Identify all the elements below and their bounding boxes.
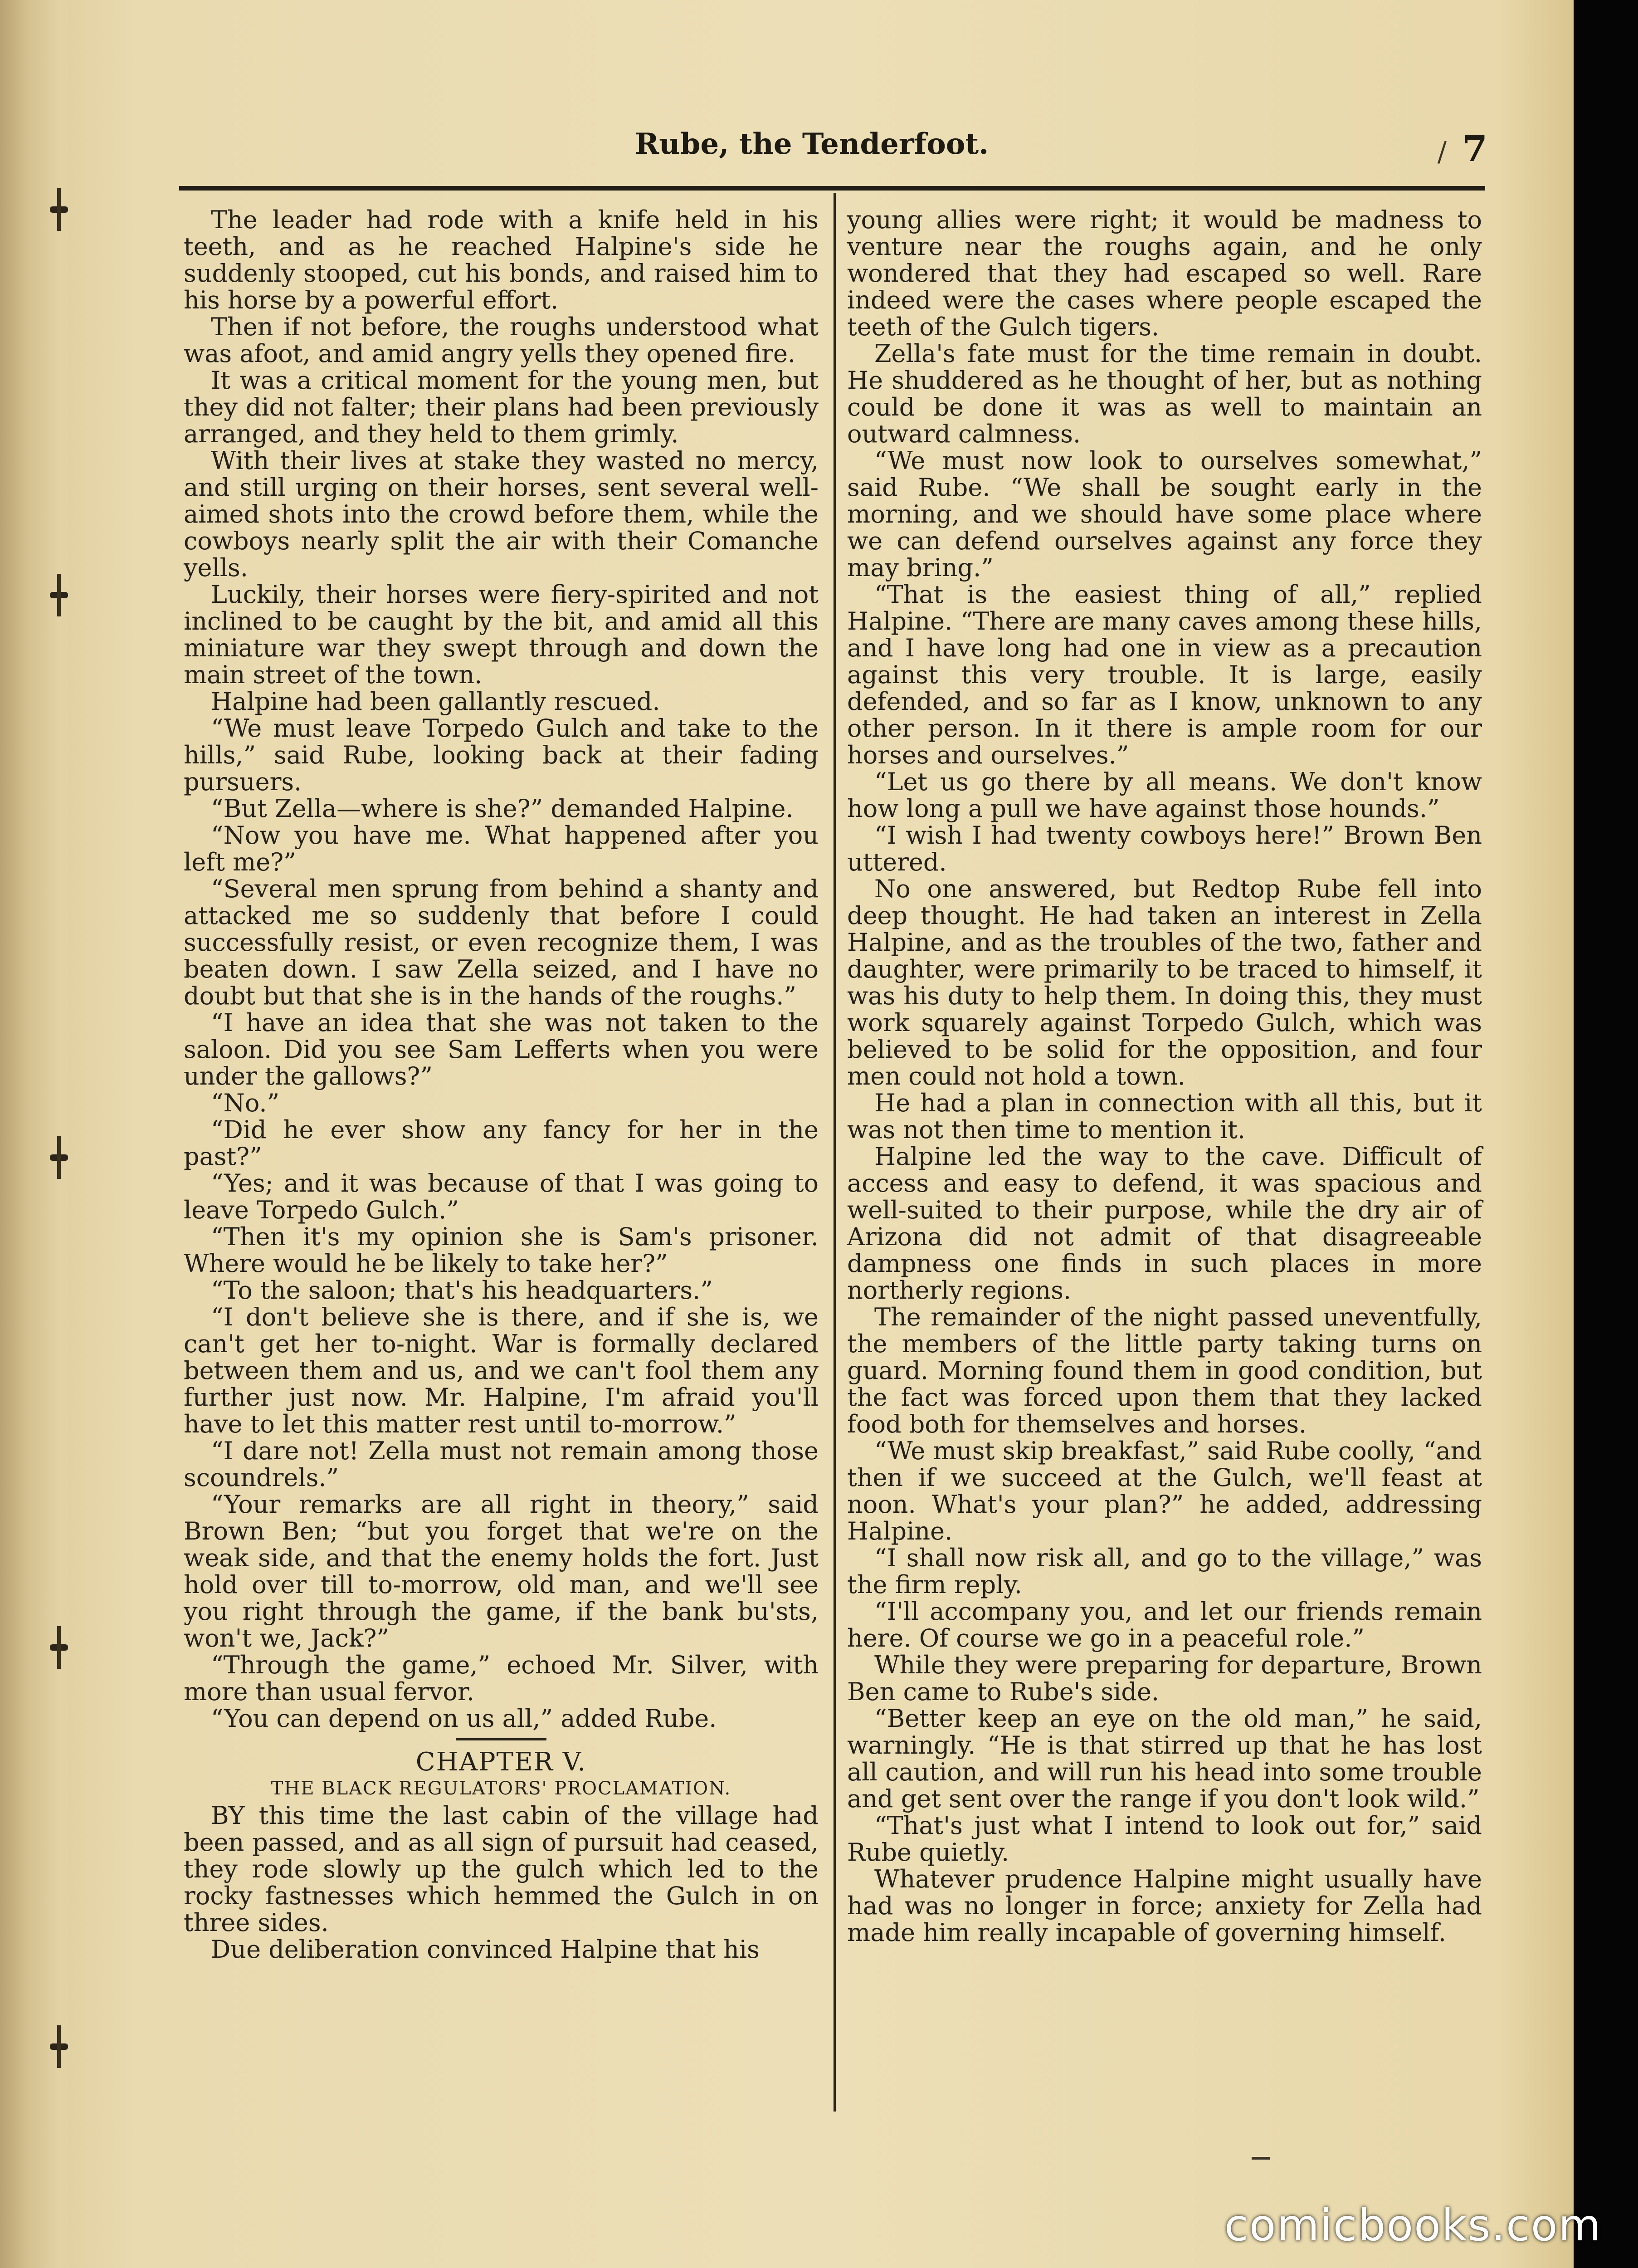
paragraph: “But Zella—where is she?” demanded Halpine. — [211, 794, 794, 823]
paragraph: “Better keep an eye on the old man,” he said, warningly. “He is that stirred up that he has lost all caution, and will run his head into some trouble and get sent over the range if you don't look wild.” — [847, 1704, 1482, 1813]
binding-stitch — [50, 206, 68, 213]
paragraph: “Your remarks are all right in theory,” said Brown Ben; “but you forget that we're on the weak side, and that the enemy holds the fort. Just hold over till to-morrow, old man, and we'll see you right through the game, if the bank bu'sts, won't we, Jack?” — [184, 1490, 819, 1652]
paragraph: “I dare not! Zella must not remain among those scoundrels.” — [184, 1437, 819, 1492]
paragraph: “I have an idea that she was not taken to the saloon. Did you see Sam Lefferts when you were under the gallows?” — [184, 1008, 819, 1090]
paragraph: “Through the game,” echoed Mr. Silver, with more than usual fervor. — [184, 1651, 819, 1706]
paragraph: While they were preparing for departure, Brown Ben came to Rube's side. — [847, 1651, 1482, 1706]
paragraph: The remainder of the night passed uneventfully, the members of the little party taking turns on guard. Morning found them in good condition, but the fact was forced upon them that they lacked food both for themselves and horses. — [847, 1303, 1482, 1438]
left-column — [184, 206, 819, 2125]
paragraph: No one answered, but Redtop Rube fell into deep thought. He had taken an interest in Zella Halpine, and as the troubles of the two, father and daughter, were primarily to be traced to himself, it was his duty to help them. In doing this, they must work squarely against Torpedo Gulch, which was believed to be solid for the opposition, and four men could not hold a town. — [847, 875, 1482, 1090]
binding-stitch — [50, 1644, 68, 1651]
binding-stitch — [50, 592, 68, 598]
paragraph: Zella's fate must for the time remain in doubt. He shuddered as he thought of her, but as nothing could be done it was as well to maintain an outward calmness. — [847, 339, 1482, 448]
scan-background-edge — [1574, 0, 1638, 2268]
header-rule — [179, 186, 1485, 191]
column-divider — [834, 193, 836, 2112]
site-watermark: comicbooks.com — [1224, 2200, 1602, 2251]
page-dash — [1252, 2157, 1270, 2160]
pencil-mark: / — [1437, 136, 1447, 168]
paragraph: With their lives at stake they wasted no mercy, and still urging on their horses, sent several well-aimed shots into the crowd before them, while the cowboys nearly split the air with their Comanche yells. — [184, 446, 819, 582]
running-header — [635, 127, 1497, 181]
paragraph: “I wish I had twenty cowboys here!” Brown Ben uttered. — [847, 821, 1482, 876]
paragraph: “We must now look to ourselves somewhat,” said Rube. “We shall be sought early in the morning, and we should have some place where we can defend ourselves against any force they may bring.” — [847, 446, 1482, 582]
paragraph: “Let us go there by all means. We don't know how long a pull we have against those hounds.” — [847, 767, 1482, 823]
paragraph: “That's just what I intend to look out for,” said Rube quietly. — [847, 1811, 1482, 1867]
running-title: Rube, the Tenderfoot. — [635, 127, 989, 161]
paragraph: He had a plan in connection with all this, but it was not then time to mention it. — [847, 1089, 1482, 1144]
paragraph: The leader had rode with a knife held in his teeth, and as he reached Halpine's side he suddenly stooped, cut his bonds, and raised him to his horse by a powerful effort. — [184, 205, 819, 314]
paragraph: Due deliberation convinced Halpine that his — [211, 1935, 760, 1964]
paragraph: “You can depend on us all,” added Rube. — [211, 1704, 717, 1733]
paragraph: “Now you have me. What happened after you left me?” — [184, 821, 819, 876]
paragraph: “I don't believe she is there, and if she is, we can't get her to-night. War is formally declared between them and us, and we can't fool them any further just now. Mr. Halpine, I'm afraid you'll have to let this matter rest until to-morrow.” — [184, 1303, 819, 1438]
paragraph: “That is the easiest thing of all,” replied Halpine. “There are many caves among these hills, and I have long had one in view as a precaution against this very trouble. It is large, easily defended, and so far as I know, unknown to any other person. In it there is ample room for our horses and ourselves.” — [847, 580, 1482, 769]
chapter-rule — [456, 1738, 546, 1740]
paragraph: It was a critical moment for the young men, but they did not falter; their plans had been previously arranged, and they held to them grimly. — [184, 366, 819, 448]
page-number: 7 — [1462, 127, 1487, 170]
paragraph: “Did he ever show any fancy for her in the past?” — [184, 1115, 819, 1171]
paragraph: Then if not before, the roughs understood what was afoot, and amid angry yells they opened fire. — [184, 313, 819, 368]
paragraph: “We must skip breakfast,” said Rube coolly, “and then if we succeed at the Gulch, we'll feast at noon. What's your plan?” he added, addressing Halpine. — [847, 1437, 1482, 1545]
paragraph: “Yes; and it was because of that I was going to leave Torpedo Gulch.” — [184, 1169, 819, 1224]
paragraph: Luckily, their horses were fiery-spirited and not inclined to be caught by the bit, and amid all this miniature war they swept through and down the main street of the town. — [184, 580, 819, 689]
paragraph: “We must leave Torpedo Gulch and take to the hills,” said Rube, looking back at their fading pursuers. — [184, 714, 819, 796]
paragraph: “Several men sprung from behind a shanty and attacked me so suddenly that before I could successfully resist, or even recognize them, I was beaten down. I saw Zella seized, and I have no doubt but that she is in the hands of the roughs.” — [184, 875, 819, 1010]
paragraph: BY this time the last cabin of the village had been passed, and as all sign of pursuit had ceased, they rode slowly up the gulch which led to the rocky fastnesses which hemmed the Gulch in on three sides. — [184, 1801, 819, 1937]
binding-stitch — [50, 2043, 68, 2050]
paragraph: “No.” — [211, 1089, 280, 1117]
paragraph: “To the saloon; that's his headquarters.” — [211, 1276, 713, 1305]
binding-stitch — [50, 1154, 68, 1161]
paragraph: Halpine had been gallantly rescued. — [211, 687, 660, 716]
paragraph: Whatever prudence Halpine might usually have had was no longer in force; anxiety for Zella had made him really incapable of governing himself. — [847, 1865, 1482, 1947]
paragraph: young allies were right; it would be madness to venture near the roughs again, and he only wondered that they had escaped so well. Rare indeed were the cases where people escaped the teeth of the Gulch tigers. — [847, 205, 1482, 341]
paragraph: Halpine led the way to the cave. Difficult of access and easy to defend, it was spacious and well-suited to their purpose, while the dry air of Arizona did not admit of that disagreeable dampness one finds in such places in more northerly regions. — [847, 1142, 1482, 1305]
paragraph: “Then it's my opinion she is Sam's prisoner. Where would he be likely to take her?” — [184, 1222, 819, 1278]
chapter-title: CHAPTER V. — [415, 1747, 587, 1777]
paragraph: “I shall now risk all, and go to the village,” was the firm reply. — [847, 1544, 1482, 1599]
chapter-subtitle: THE BLACK REGULATORS' PROCLAMATION. — [271, 1778, 731, 1799]
paragraph: “I'll accompany you, and let our friends remain here. Of course we go in a peaceful role.” — [847, 1597, 1482, 1652]
right-column — [847, 206, 1482, 2125]
binding-spine — [0, 0, 77, 2268]
